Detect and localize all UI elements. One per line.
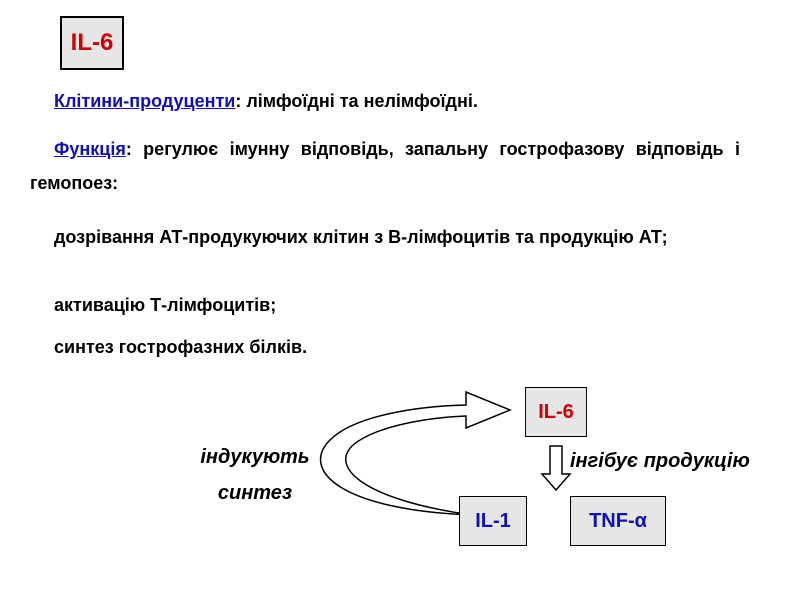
bullet-text-1: дозрівання АТ-продукуючих клітин з В-лімфоцитів та продукцію АТ; (54, 227, 668, 247)
function-text: : регулює імунну відповідь, запальну гострофазову відповідь і гемопоез: (30, 139, 740, 193)
function-label: Функція (54, 139, 126, 159)
bullet-text-2: активацію Т-лімфоцитів; (54, 295, 277, 315)
il1-label: IL-1 (475, 509, 511, 532)
producers-label: Клітини-продуценти (54, 91, 236, 111)
il1-box (459, 496, 527, 546)
inhibit-label: інгібує продукцію (570, 450, 750, 472)
induce-label-2: синтез (217, 482, 293, 504)
tnf-box (570, 496, 666, 546)
il6-label: IL-6 (538, 400, 574, 423)
tnf-label: TNF-α (589, 509, 647, 532)
induce-label-1: індукують (200, 446, 310, 468)
producers-text: : лімфоїдні та нелімфоїдні. (235, 91, 478, 111)
inhibit-down-arrow (542, 446, 570, 490)
bullet-text-3: синтез гострофазних білків. (54, 337, 308, 357)
page-title: IL-6 (70, 29, 114, 56)
il6-box (525, 387, 587, 437)
